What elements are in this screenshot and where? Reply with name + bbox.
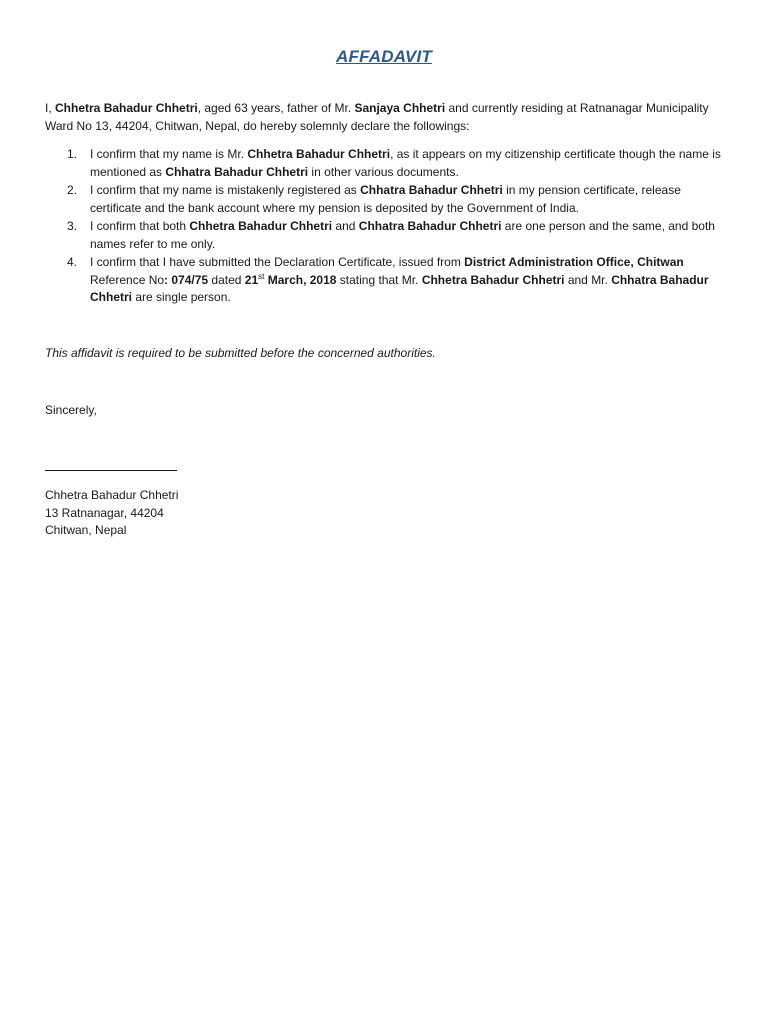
day-suffix: st [258, 271, 265, 281]
list-item [45, 218, 725, 253]
closing-salutation: Sincerely, [45, 403, 97, 417]
certificate-month-year: March, 2018 [264, 272, 337, 287]
item-bold-name: Chhatra Bahadur Chhetri [358, 219, 502, 233]
intro-text-2: , aged 63 years, father of Mr. [197, 101, 355, 115]
item-bold-name: Chhatra Bahadur Chhetri [165, 164, 309, 179]
item-text: and [332, 219, 359, 233]
declaration-list [45, 146, 725, 308]
intro-paragraph [45, 100, 725, 135]
item-text: in my pension certificate, release certificate and the bank account where my pension is deposited by the Government of India. [90, 183, 681, 215]
item-text: Reference No [90, 272, 165, 287]
item-number: 2. [67, 183, 78, 197]
son-name: Sanjaya Chhetri [354, 101, 446, 115]
item-text: are one person and the same, and both names refer to me only. [90, 219, 715, 251]
list-item [45, 146, 725, 181]
address-line-2: Chitwan, Nepal [45, 523, 127, 537]
item-text: I confirm that both [90, 219, 190, 233]
item-text: are single person. [132, 290, 231, 304]
item-bold-name: Chhetra Bahadur Chhetri [189, 219, 333, 233]
item-bold-name: Chhetra Bahadur Chhetri [421, 272, 565, 287]
signature-block [45, 487, 178, 540]
signature-line [45, 470, 177, 471]
item-text: , as it appears on my citizenship certificate though the name is mentioned as [90, 147, 721, 179]
declarant-name: Chhetra Bahadur Chhetri [55, 101, 198, 115]
item-text: in other various documents. [308, 164, 459, 179]
reference-number: : 074/75 [164, 272, 209, 287]
item-bold-name: Chhetra Bahadur Chhetri [247, 147, 391, 161]
item-bold-name: Chhatra Bahadur Chhetri [360, 183, 503, 197]
item-text: I confirm that my name is Mr. [90, 147, 248, 161]
certificate-day: 21 [244, 272, 259, 287]
item-text: and Mr. [564, 272, 612, 287]
issuing-office: District Administration Office, Chitwan [464, 255, 684, 269]
item-text: dated [208, 272, 245, 287]
address-line-1: 13 Ratnanagar, 44204 [45, 505, 164, 520]
list-item [45, 254, 725, 307]
affidavit-note: This affidavit is required to be submitted before the concerned authorities. [45, 346, 436, 360]
signatory-name: Chhetra Bahadur Chhetri [45, 488, 179, 502]
item-number: 1. [67, 147, 78, 161]
intro-text-3: and currently residing at Ratnanagar Municipality Ward No 13, 44204, Chitwan, Nepal, do hereby solemnly declare the followings: [45, 101, 709, 133]
item-text: stating that Mr. [336, 272, 422, 287]
intro-text-1: I, [45, 101, 56, 115]
item-bold-name: Chhatra Bahadur Chhetri [90, 272, 709, 304]
list-item [45, 182, 725, 217]
document-title: AFFADAVIT [336, 47, 432, 66]
item-text: I confirm that I have submitted the Declaration Certificate, issued from [90, 255, 465, 269]
item-number: 3. [67, 219, 78, 233]
item-number: 4. [67, 255, 78, 269]
item-text: I confirm that my name is mistakenly registered as [90, 183, 361, 197]
